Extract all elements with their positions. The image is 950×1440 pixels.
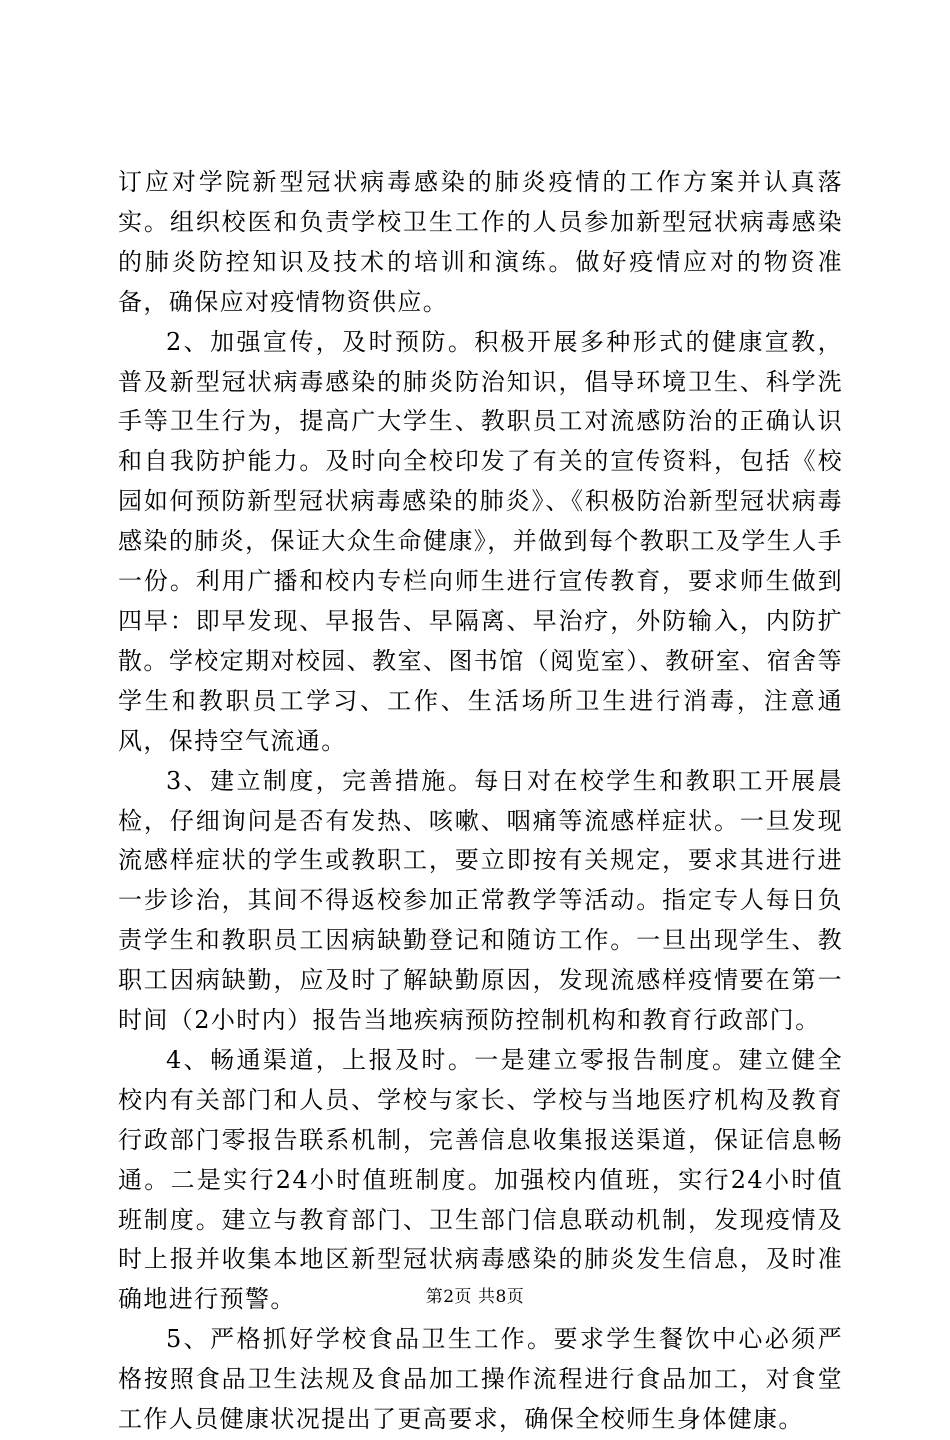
paragraph-2: 2、加强宣传，及时预防。积极开展多种形式的健康宣教，普及新型冠状病毒感染的肺炎防治知识，倡导环境卫生、科学洗手等卫生行为，提高广大学生、教职员工对流感防治的正确认识和自我防护能力。及时向全校印发了有关的宣传资料，包括《校园如何预防新型冠状病毒感染的肺炎》、《积极防治新型冠状病毒感染的肺炎，保证大众生命健康》，并做到每个教职工及学生人手一份。利用广播和校内专栏向师生进行宣传教育，要求师生做到四早：即早发现、早报告、早隔离、早治疗，外防输入，内防扩散。学校定期对校园、教室、图书馆（阅览室）、教研室、宿舍等学生和教职员工学习、工作、生活场所卫生进行消毒，注意通风，保持空气流通。 [118,327,843,755]
paragraph-5: 5、严格抓好学校食品卫生工作。要求学生餐饮中心必须严格按照食品卫生法规及食品加工操作流程进行食品加工，对食堂工作人员健康状况提出了更高要求，确保全校师生身体健康。 [118,1325,843,1434]
page-footer: 第2页 共8页 [425,1287,525,1307]
paragraph-3: 3、建立制度，完善措施。每日对在校学生和教职工开展晨检，仔细询问是否有发热、咳嗽、咽痛等流感样症状。一旦发现流感样症状的学生或教职工，要立即按有关规定，要求其进行进一步诊治，其间不得返校参加正常教学等活动。指定专人每日负责学生和教职员工因病缺勤登记和随访工作。一旦出现学生、教职工因病缺勤，应及时了解缺勤原因，发现流感样疫情要在第一时间（2小时内）报告当地疾病预防控制机构和教育行政部门。 [118,766,843,1035]
paragraph-4: 4、畅通渠道，上报及时。一是建立零报告制度。建立健全校内有关部门和人员、学校与家长、学校与当地医疗机构及教育行政部门零报告联系机制，完善信息收集报送渠道，保证信息畅通。二是实行24小时值班制度。加强校内值班，实行24小时值班制度。建立与教育部门、卫生部门信息联动机制，发现疫情及时上报并收集本地区新型冠状病毒感染的肺炎发生信息，及时准确地进行预警。 [118,1045,843,1314]
document-body [118,163,843,1440]
paragraph-1: 订应对学院新型冠状病毒感染的肺炎疫情的工作方案并认真落实。组织校医和负责学校卫生工作的人员参加新型冠状病毒感染的肺炎防控知识及技术的培训和演练。做好疫情应对的物资准备，确保应对疫情物资供应。 [118,168,843,316]
